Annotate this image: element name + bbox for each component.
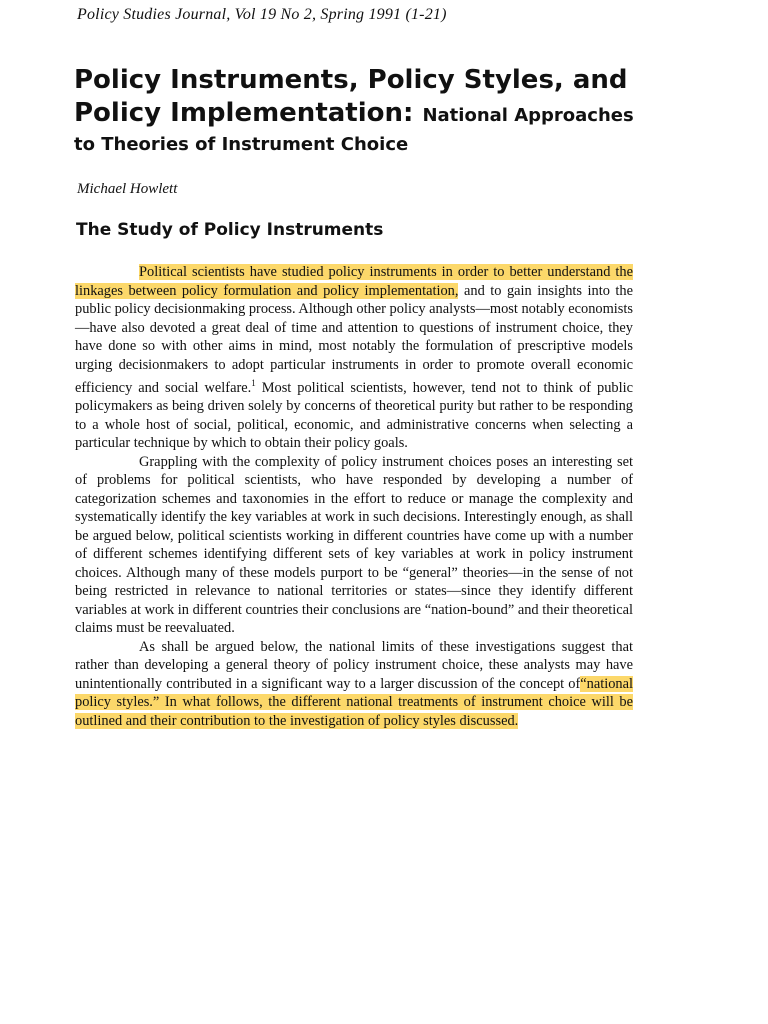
title-subtitle-part-a: National Approaches — [422, 105, 634, 126]
title-main: Policy Instruments, Policy Styles, and Policy Implementation: — [74, 65, 628, 128]
paragraph-text: Most political scientists, however, tend not to think of public policymakers as being driven solely by concerns of theoretical purity but rather to be responding to a whole host of social, political, economic, and administrative concerns when selecting a particular technique by which to obtain their policy goals. — [75, 379, 633, 452]
highlighted-text: Political scientists have studied policy instruments in order to better understand the linkages between policy formulation and policy implementation, — [75, 264, 633, 299]
paragraph-2: Grappling with the complexity of policy instrument choices poses an interesting set of problems for political scientists, who have responded by developing a number of categorization schemes and taxonomies in the effort to reduce or manage the complexity and systematically identify the key variables at work in such decisions. Interestingly enough, as shall be argued below, political scientists working in different countries have come up with a number of different schemes identifying different sets of key variables at work in policy instrument choices. Although many of these models purport to be “general” theories—in the sense of not being restricted in relevance to national territories or states—since they identify different variables at work in different countries their conclusions are “nation-bound” and their theoretical claims must be reevaluated. — [75, 453, 633, 637]
footnote-marker: 1 — [251, 378, 256, 388]
paragraph-1 — [75, 263, 633, 453]
article-title — [74, 64, 694, 158]
article-body — [75, 263, 633, 730]
highlighted-text: “national policy styles.” In what follows, the different national treatments of instrument choice will be outlined and their contribution to the investigation of policy styles discussed. — [75, 675, 633, 729]
title-subtitle-part-b: to Theories of Instrument Choice — [74, 134, 409, 155]
paragraph-text: and to gain insights into the public policy decisionmaking process. Although other policy analysts—most notably economists—have also devoted a great deal of time and attention to questions of instrument choice, they have done so with other aims in mind, most notably the formulation of prescriptive models urging decisionmakers to adopt particular instruments in order to promote overall economic efficiency and social welfare. — [75, 282, 633, 396]
section-heading: The Study of Policy Instruments — [76, 220, 384, 240]
author-name: Michael Howlett — [77, 181, 178, 197]
paragraph-text: As shall be argued below, the national limits of these investigations suggest that rather than developing a general theory of policy instrument choice, these analysts may have unintentionally contributed in a significant way to a larger discussion of the concept of — [75, 638, 633, 692]
journal-running-head: Policy Studies Journal, Vol 19 No 2, Spring 1991 (1-21) — [77, 6, 447, 23]
paragraph-3 — [75, 638, 633, 731]
